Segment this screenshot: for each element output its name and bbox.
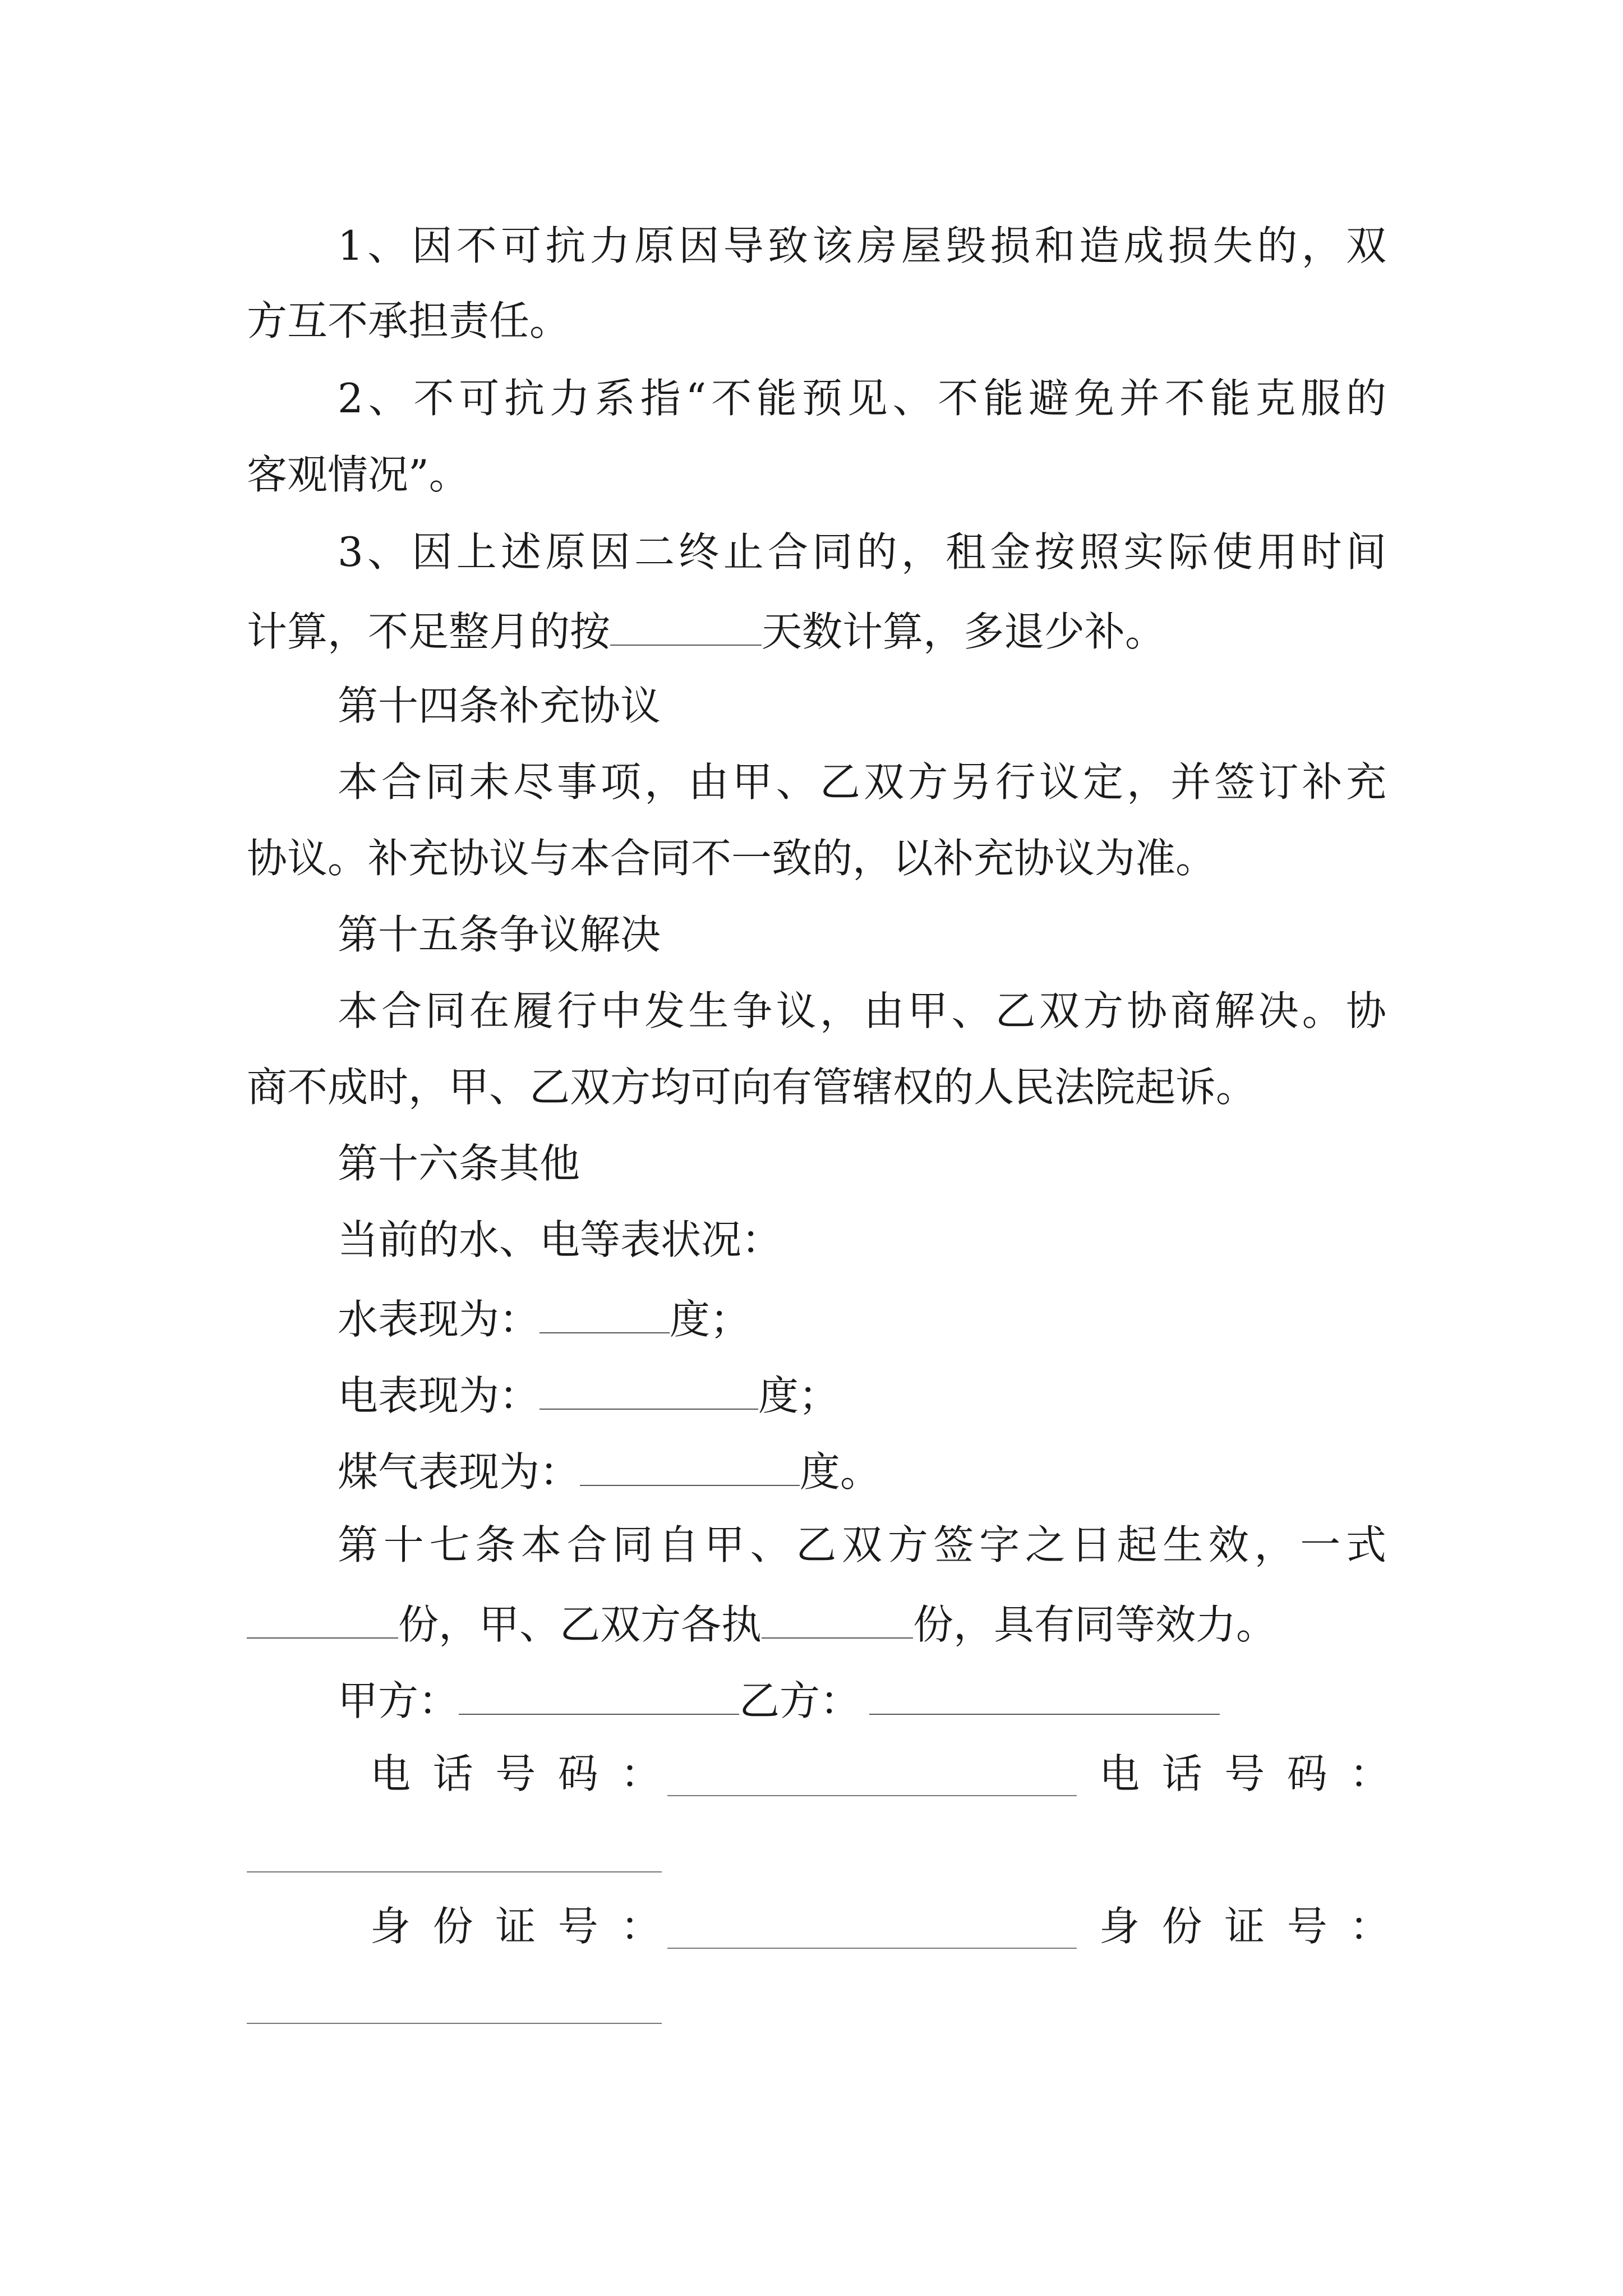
water-meter-unit: 度； (670, 1295, 751, 1343)
clause15-title: 第十五条争议解决 (338, 911, 661, 958)
water-meter-label: 水表现为： (338, 1295, 540, 1343)
clause17-text-end: 份，具有同等效力。 (913, 1600, 1277, 1648)
gas-meter-line (338, 1448, 881, 1496)
gas-meter-unit: 度。 (800, 1448, 881, 1496)
clause13-item3-line2 (247, 608, 1166, 655)
clause13-item3-text-pre: 计算，不足整月的按 (247, 608, 611, 655)
water-meter-blank (540, 1296, 670, 1333)
party-b-label: 乙方： (739, 1677, 861, 1724)
phone-label-b: 电话号码： (1099, 1750, 1413, 1797)
clause15-body-line2: 商不成时，甲、乙双方均可向有管辖权的人民法院起诉。 (247, 1064, 1257, 1111)
clause16-title: 第十六条其他 (338, 1140, 580, 1187)
clause13-item2-line2: 客观情况”。 (247, 451, 469, 498)
electric-meter-blank (540, 1372, 758, 1410)
meters-intro: 当前的水、电等表状况： (338, 1216, 782, 1263)
gas-meter-blank (580, 1448, 800, 1486)
party-a-blank (459, 1677, 739, 1715)
party-a-label: 甲方： (338, 1677, 459, 1724)
phone-label-a: 电话号码： (370, 1750, 684, 1797)
clause17-line1: 第十七条本合同自甲、乙双方签字之日起生效，一式 (338, 1521, 1386, 1568)
electric-meter-label: 电表现为： (338, 1372, 540, 1419)
copies-total-blank (247, 1601, 398, 1639)
phone-a-blank (667, 1795, 1077, 1796)
clause13-item1-line2: 方互不承担责任。 (247, 297, 570, 344)
id-b-blank (247, 2023, 662, 2024)
copies-each-blank (762, 1601, 913, 1639)
water-meter-line (338, 1295, 751, 1343)
gas-meter-label: 煤气表现为： (338, 1448, 580, 1496)
clause17-line2 (247, 1600, 1277, 1648)
clause14-body-line1: 本合同未尽事项，由甲、乙双方另行议定，并签订补充 (338, 758, 1386, 806)
clause14-body-line2: 协议。补充协议与本合同不一致的，以补充协议为准。 (247, 835, 1216, 882)
clause15-body-line1: 本合同在履行中发生争议，由甲、乙双方协商解决。协 (338, 987, 1386, 1034)
electric-meter-line (338, 1372, 840, 1419)
party-line (338, 1677, 1220, 1724)
clause13-item3-line1: 3、因上述原因二终止合同的，租金按照实际使用时间 (338, 528, 1386, 576)
id-label-b: 身份证号： (1099, 1903, 1413, 1950)
prorate-days-blank (610, 608, 762, 646)
phone-b-blank (247, 1871, 662, 1872)
clause13-item2-line1: 2、不可抗力系指“不能预见、不能避免并不能克服的 (338, 375, 1386, 422)
clause13-item1-line1: 1、因不可抗力原因导致该房屋毁损和造成损失的，双 (338, 222, 1386, 269)
id-a-blank (667, 1948, 1077, 1949)
clause14-title: 第十四条补充协议 (338, 682, 661, 729)
clause13-item3-text-post: 天数计算，多退少补。 (762, 608, 1166, 655)
clause17-text-mid: 份，甲、乙双方各执 (398, 1600, 762, 1648)
party-b-blank (869, 1677, 1220, 1715)
id-label-a: 身份证号： (370, 1903, 684, 1950)
electric-meter-unit: 度； (758, 1372, 840, 1419)
